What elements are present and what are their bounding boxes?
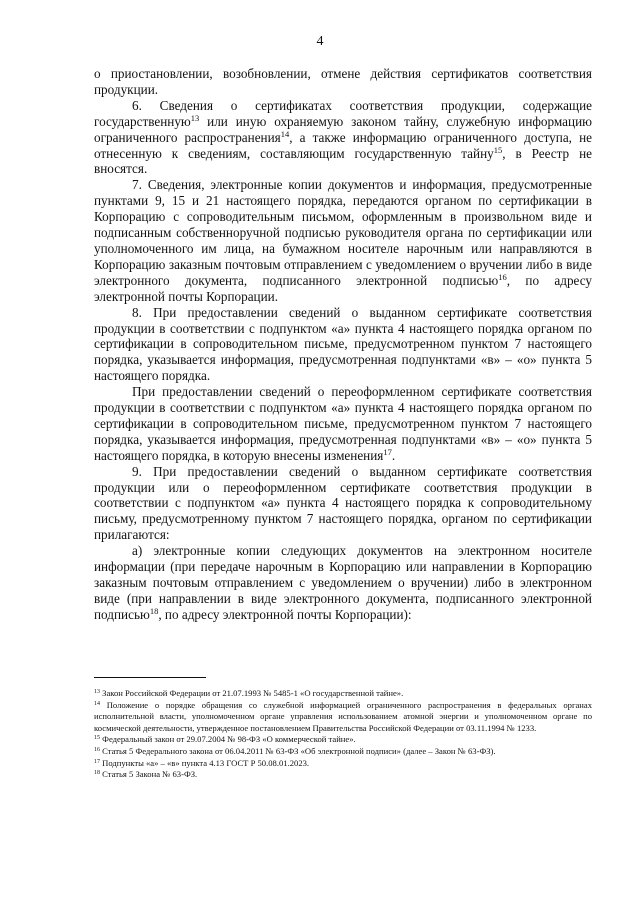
footnote-separator	[94, 677, 206, 678]
paragraph-text: , по адресу электронной почты Корпорации):	[158, 606, 412, 622]
footnote-ref: 14	[280, 128, 290, 139]
footnote-ref: 16	[498, 271, 507, 282]
footnote-text: Положение о порядке обращения со служебной информацией ограниченного распространения в федеральных органах исполнительной власти, уполномоченном органе управления использованием атомной энергии и уполномоченном органе по космической деятельности, утвержденное постановлением Правительства Российской Федерации от 03.11.1994 № 1233.	[94, 699, 592, 733]
footnote-number: 18	[94, 770, 100, 777]
document-body	[94, 66, 592, 623]
paragraph-text: 9. При предоставлении сведений о выданном сертификате соответствия продукции или о переоформленном сертификате соответствия продукции в соответствии с подпунктом «а» пункта 4 настоящего порядка к сопроводительному письму, предусмотренному пунктом 7 настоящего порядка, органом по сертификации прилагаются:	[94, 463, 592, 543]
footnote-text: Подпункты «а» – «в» пункта 4.13 ГОСТ Р 50.08.01.2023.	[100, 757, 310, 768]
paragraph-text: о приостановлении, возобновлении, отмене действия сертификатов соответствия продукции.	[94, 66, 592, 97]
paragraph-text: а) электронные копии следующих документов на электронном носителе информации (при передаче нарочным в Корпорацию или направлении в Корпорацию заказным почтовым отправлением с уведомлением о вручении) либо в электронном виде (при направлении в виде электронного документа, подписанного электронной подписью	[94, 543, 592, 622]
footnote-number: 13	[94, 689, 100, 695]
footnote-number: 14	[94, 700, 100, 707]
paragraph	[94, 98, 592, 178]
footnote	[94, 700, 592, 735]
paragraph	[94, 543, 592, 623]
paragraph-text: При предоставлении сведений о переоформленном сертификате соответствия продукции в соответствии с подпунктом «а» пункта 4 настоящего порядка органом по сертификации в сопроводительном письме, предусмотренном пунктом 7 настоящего порядка, указывается информация, предусмотренная подпунктами «в» – «о» пункта 5 настоящего порядка, в которую внесены изменения	[94, 384, 592, 463]
footnote	[94, 746, 592, 758]
footnote-number: 17	[94, 758, 100, 765]
paragraph-text: 6. Сведения о сертификатах соответствия продукции, содержащие государственную	[94, 97, 592, 129]
footnote-ref: 13	[190, 112, 200, 123]
footnote-text: Федеральный закон от 29.07.2004 № 98-ФЗ «О коммерческой тайне».	[100, 734, 356, 745]
footnote-text: Статья 5 Федерального закона от 06.04.2011 № 63-ФЗ «Об электронной подписи» (далее – Закон № 63-ФЗ).	[100, 745, 496, 756]
footnotes	[94, 688, 592, 781]
paragraph-text: 8. При предоставлении сведений о выданном сертификате соответствия продукции в соответствии с подпунктом «а» пункта 4 настоящего порядка органом по сертификации в сопроводительном письме, предусмотренном пунктом 7 настоящего порядка, указывается информация, предусмотренная подпунктами «в» – «о» пункта 5 настоящего порядка.	[94, 304, 592, 384]
footnote-ref: 18	[149, 605, 159, 616]
paragraph	[94, 384, 592, 464]
paragraph-text: 7. Сведения, электронные копии документов и информация, предусмотренные пунктами 9, 15 и 21 настоящего порядка, передаются органом по сертификации в Корпорацию с сопроводительным письмом, оформленным в произвольном виде и подписанным собственноручной подписью руководителя органа по сертификации или уполномоченного им лица, на бумажном носителе нарочным или направляются в Корпорацию заказным почтовым отправлением с уведомлением о вручении либо в виде электронного документа, подписанного электронной подписью	[94, 177, 592, 288]
footnote	[94, 734, 592, 746]
paragraph	[94, 177, 592, 304]
footnote-number: 15	[94, 735, 100, 742]
footnote	[94, 688, 592, 700]
paragraph-text: или иную охраняемую законом тайну, служебную информацию ограниченного распространения	[94, 113, 592, 145]
paragraph-text: , а также информацию ограниченного доступа, не отнесенную к сведениям, составляющим государственную тайну	[94, 129, 592, 161]
paragraph-text: , по адресу электронной почты Корпорации.	[94, 272, 593, 304]
paragraph-text: .	[391, 447, 396, 463]
footnote-text: Закон Российской Федерации от 21.07.1993 № 5485-1 «О государственной тайне».	[100, 688, 404, 698]
footnote-ref: 15	[493, 144, 503, 155]
page-number: 4	[316, 34, 324, 49]
footnote-ref: 17	[383, 446, 392, 457]
footnote-text: Статья 5 Закона № 63-ФЗ.	[100, 769, 198, 780]
footnote	[94, 758, 592, 770]
paragraph	[94, 66, 592, 98]
paragraph	[94, 305, 592, 385]
footnote	[94, 769, 592, 781]
paragraph	[94, 464, 592, 544]
footnote-number: 16	[94, 746, 100, 753]
paragraph-text: , в Реестр не вносятся.	[94, 145, 592, 177]
